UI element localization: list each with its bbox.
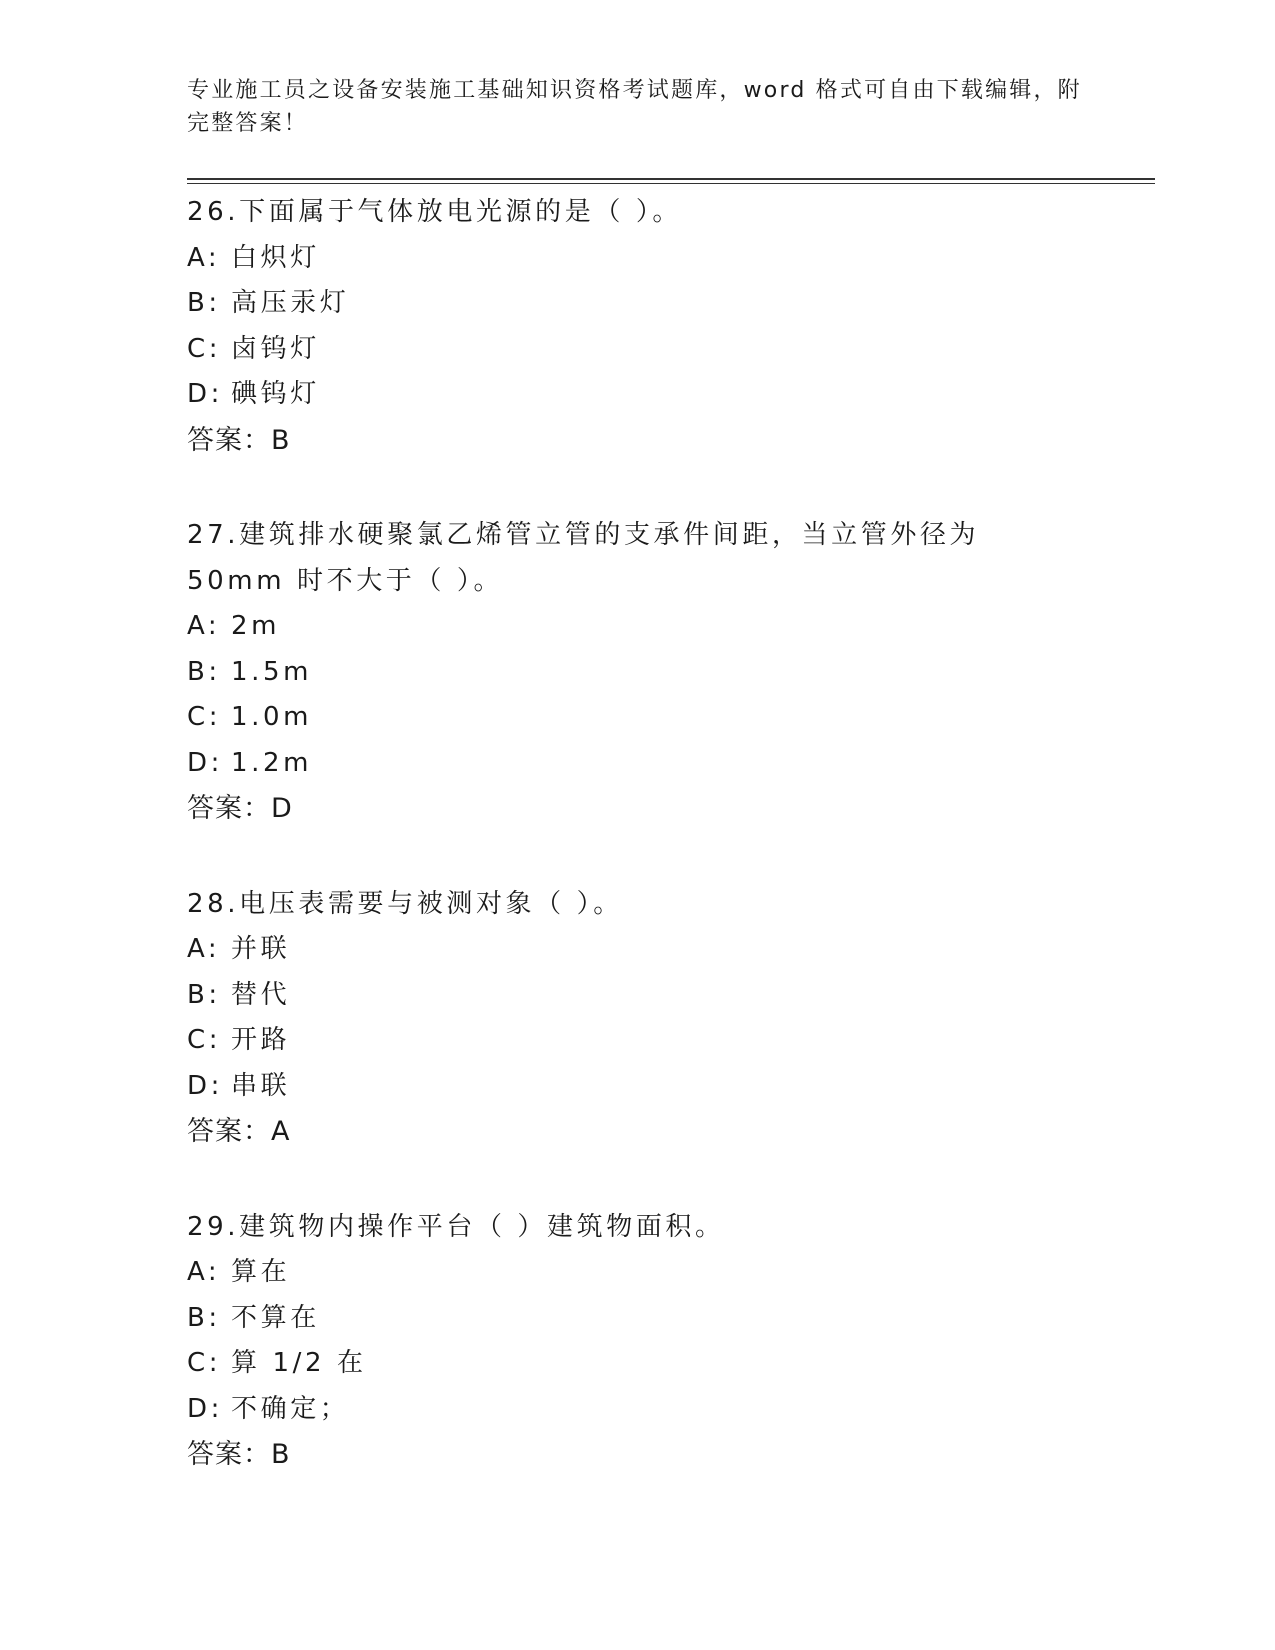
option-letter: B: — [187, 288, 221, 318]
answer-label: 答案： — [187, 793, 271, 824]
option-a — [187, 236, 1087, 282]
option-letter: A: — [187, 611, 221, 641]
option-letter: A: — [187, 934, 221, 964]
question-stem: 26.下面属于气体放电光源的是（ ）。 — [187, 197, 683, 227]
option-b — [187, 1296, 1087, 1342]
question-stem: 27.建筑排水硬聚氯乙烯管立管的支承件间距，当立管外径为 50mm 时不大于（ ）。 — [187, 520, 980, 596]
option-letter: B: — [187, 656, 221, 687]
option-letter: D: — [187, 1393, 223, 1424]
answer-line — [187, 1109, 1087, 1155]
header-divider — [187, 178, 1155, 184]
option-c — [187, 1018, 1087, 1064]
option-text: 不确定； — [231, 1393, 350, 1424]
question-list — [187, 190, 1087, 1478]
question-29 — [187, 1205, 1087, 1478]
answer-label: 答案： — [187, 1116, 271, 1147]
answer-label: 答案： — [187, 1439, 271, 1470]
option-d — [187, 741, 1087, 787]
question-26 — [187, 190, 1087, 463]
answer-line — [187, 418, 1087, 464]
option-letter: C: — [187, 702, 222, 732]
option-b — [187, 973, 1087, 1019]
question-stem: 29.建筑物内操作平台（ ）建筑物面积。 — [187, 1211, 725, 1242]
option-b — [187, 650, 1087, 696]
answer-label: 答案： — [187, 424, 271, 456]
option-c — [187, 327, 1087, 373]
option-a — [187, 1250, 1087, 1296]
option-letter: D: — [187, 747, 223, 778]
document-header — [187, 74, 1087, 140]
option-text: 算 1/2 在 — [231, 1348, 367, 1378]
option-letter: C: — [187, 1348, 222, 1378]
option-c — [187, 1341, 1087, 1387]
answer-value: A — [271, 1116, 291, 1147]
option-letter: C: — [187, 333, 222, 364]
option-text: 串联 — [231, 1070, 291, 1101]
option-text: 高压汞灯 — [231, 288, 350, 318]
option-letter: D: — [187, 1070, 223, 1101]
question-27 — [187, 513, 1087, 832]
option-text: 1.0m — [231, 702, 313, 732]
option-c — [187, 695, 1087, 741]
option-letter: A: — [187, 1257, 221, 1287]
answer-value: D — [271, 793, 293, 824]
option-text: 1.2m — [231, 747, 313, 778]
question-stem: 28.电压表需要与被测对象（ ）。 — [187, 888, 623, 919]
option-text: 替代 — [231, 979, 291, 1010]
answer-line — [187, 786, 1087, 832]
option-d — [187, 1064, 1087, 1110]
answer-value: B — [271, 424, 291, 456]
option-text: 开路 — [231, 1025, 291, 1055]
option-text: 1.5m — [231, 656, 313, 687]
option-a — [187, 604, 1087, 650]
answer-value: B — [271, 1439, 291, 1470]
option-d — [187, 1387, 1087, 1433]
option-text: 算在 — [231, 1257, 291, 1287]
option-letter: B: — [187, 1302, 221, 1333]
answer-line — [187, 1432, 1087, 1478]
option-letter: C: — [187, 1025, 222, 1055]
option-text: 2m — [231, 611, 281, 641]
option-text: 碘钨灯 — [231, 379, 320, 409]
option-d — [187, 372, 1087, 418]
option-text: 并联 — [231, 934, 291, 964]
option-a — [187, 927, 1087, 973]
option-text: 不算在 — [231, 1302, 320, 1333]
option-text: 卤钨灯 — [231, 333, 320, 364]
option-text: 白炽灯 — [231, 242, 320, 273]
option-letter: A: — [187, 242, 221, 273]
option-letter: D: — [187, 379, 223, 409]
option-letter: B: — [187, 979, 221, 1010]
question-28 — [187, 882, 1087, 1155]
header-title: 专业施工员之设备安装施工基础知识资格考试题库，word 格式可自由下载编辑，附完整答案！ — [187, 78, 1082, 136]
option-b — [187, 281, 1087, 327]
